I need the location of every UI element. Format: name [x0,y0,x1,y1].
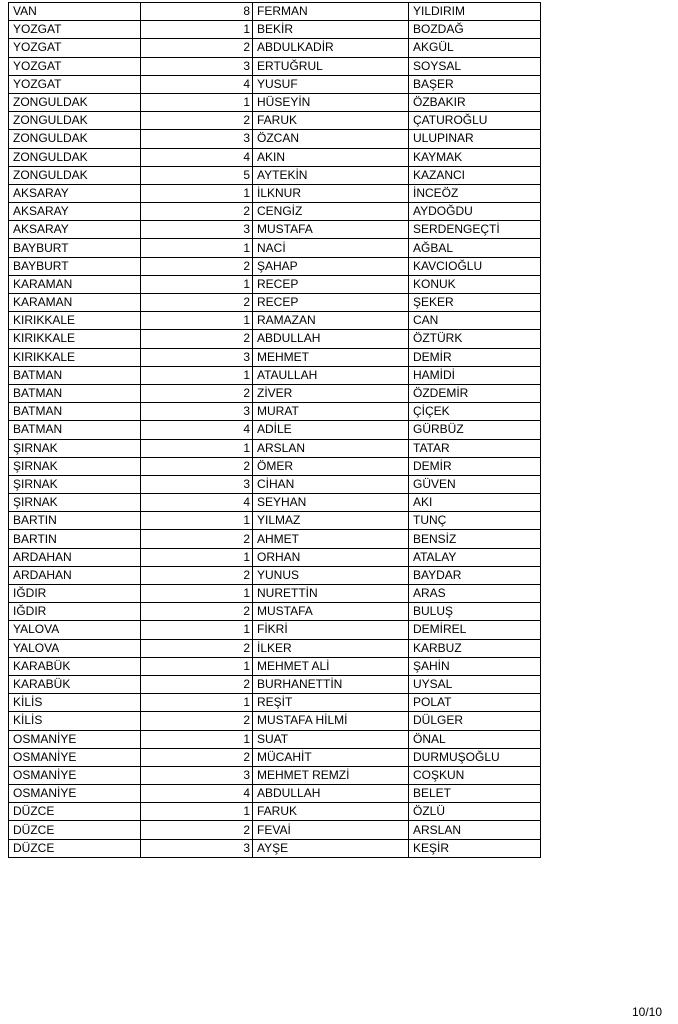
last-name-cell: ARSLAN [409,821,541,839]
last-name-cell: ARAS [409,585,541,603]
rank-cell: 1 [141,803,253,821]
page-number: 10/10 [631,1005,662,1019]
first-name-cell: MURAT [253,403,409,421]
first-name-cell: MUSTAFA [253,603,409,621]
first-name-cell: AHMET [253,530,409,548]
last-name-cell: İNCEÖZ [409,184,541,202]
table-row [9,639,541,657]
table-row [9,39,541,57]
first-name-cell: YUSUF [253,75,409,93]
province-cell: AKSARAY [9,221,141,239]
first-name-cell: ERTUĞRUL [253,57,409,75]
rank-cell: 1 [141,585,253,603]
table-row [9,712,541,730]
rank-cell: 1 [141,730,253,748]
province-cell: KIRIKKALE [9,330,141,348]
rank-cell: 2 [141,112,253,130]
first-name-cell: YILMAZ [253,512,409,530]
candidate-table [8,2,541,858]
last-name-cell: COŞKUN [409,766,541,784]
first-name-cell: RECEP [253,275,409,293]
first-name-cell: BURHANETTİN [253,675,409,693]
last-name-cell: KAVCIOĞLU [409,257,541,275]
rank-cell: 2 [141,530,253,548]
table-row [9,694,541,712]
rank-cell: 3 [141,475,253,493]
rank-cell: 8 [141,3,253,21]
table-row [9,348,541,366]
table-row [9,803,541,821]
last-name-cell: POLAT [409,694,541,712]
table-row [9,166,541,184]
first-name-cell: AKIN [253,148,409,166]
table-row [9,730,541,748]
province-cell: BATMAN [9,403,141,421]
first-name-cell: ABDULLAH [253,785,409,803]
province-cell: BATMAN [9,421,141,439]
last-name-cell: BOZDAĞ [409,21,541,39]
first-name-cell: MEHMET [253,348,409,366]
first-name-cell: FARUK [253,112,409,130]
table-row [9,130,541,148]
first-name-cell: ÖMER [253,457,409,475]
first-name-cell: YUNUS [253,566,409,584]
rank-cell: 2 [141,603,253,621]
first-name-cell: FİKRİ [253,621,409,639]
province-cell: AKSARAY [9,203,141,221]
last-name-cell: KAZANCI [409,166,541,184]
province-cell: BARTIN [9,530,141,548]
province-cell: IĞDIR [9,603,141,621]
rank-cell: 1 [141,275,253,293]
province-cell: DÜZCE [9,821,141,839]
table-row [9,312,541,330]
rank-cell: 2 [141,294,253,312]
rank-cell: 2 [141,257,253,275]
first-name-cell: AYŞE [253,839,409,857]
first-name-cell: REŞİT [253,694,409,712]
last-name-cell: ULUPINAR [409,130,541,148]
first-name-cell: NACİ [253,239,409,257]
rank-cell: 1 [141,548,253,566]
last-name-cell: YILDIRIM [409,3,541,21]
last-name-cell: BELET [409,785,541,803]
last-name-cell: AYDOĞDU [409,203,541,221]
province-cell: YOZGAT [9,39,141,57]
first-name-cell: ABDULKADİR [253,39,409,57]
table-row [9,603,541,621]
first-name-cell: ÖZCAN [253,130,409,148]
table-row [9,439,541,457]
province-cell: KIRIKKALE [9,312,141,330]
table-row [9,585,541,603]
last-name-cell: KARBUZ [409,639,541,657]
first-name-cell: MEHMET ALİ [253,657,409,675]
table-row [9,330,541,348]
last-name-cell: AKI [409,494,541,512]
province-cell: DÜZCE [9,803,141,821]
rank-cell: 4 [141,75,253,93]
rank-cell: 1 [141,657,253,675]
rank-cell: 3 [141,839,253,857]
rank-cell: 2 [141,330,253,348]
table-row [9,93,541,111]
first-name-cell: CİHAN [253,475,409,493]
last-name-cell: TATAR [409,439,541,457]
last-name-cell: GÜVEN [409,475,541,493]
province-cell: ZONGULDAK [9,166,141,184]
table-row [9,766,541,784]
first-name-cell: ABDULLAH [253,330,409,348]
rank-cell: 2 [141,748,253,766]
last-name-cell: ATALAY [409,548,541,566]
table-row [9,366,541,384]
table-row [9,530,541,548]
table-row [9,548,541,566]
rank-cell: 2 [141,203,253,221]
rank-cell: 3 [141,221,253,239]
province-cell: OSMANİYE [9,730,141,748]
first-name-cell: HÜSEYİN [253,93,409,111]
rank-cell: 1 [141,184,253,202]
first-name-cell: RAMAZAN [253,312,409,330]
last-name-cell: ÖZTÜRK [409,330,541,348]
province-cell: BATMAN [9,366,141,384]
rank-cell: 4 [141,421,253,439]
province-cell: BATMAN [9,384,141,402]
last-name-cell: ÖZLÜ [409,803,541,821]
table-row [9,112,541,130]
first-name-cell: MEHMET REMZİ [253,766,409,784]
rank-cell: 5 [141,166,253,184]
province-cell: YOZGAT [9,75,141,93]
table-row [9,257,541,275]
rank-cell: 3 [141,348,253,366]
province-cell: ŞIRNAK [9,494,141,512]
last-name-cell: GÜRBÜZ [409,421,541,439]
first-name-cell: ADİLE [253,421,409,439]
province-cell: YALOVA [9,639,141,657]
last-name-cell: SERDENGEÇTİ [409,221,541,239]
province-cell: ŞIRNAK [9,439,141,457]
table-row [9,494,541,512]
table-row [9,294,541,312]
rank-cell: 2 [141,821,253,839]
province-cell: ZONGULDAK [9,148,141,166]
first-name-cell: ARSLAN [253,439,409,457]
rank-cell: 1 [141,366,253,384]
province-cell: AKSARAY [9,184,141,202]
table-row [9,566,541,584]
province-cell: KARAMAN [9,275,141,293]
rank-cell: 2 [141,712,253,730]
table-row [9,3,541,21]
first-name-cell: SUAT [253,730,409,748]
rank-cell: 1 [141,512,253,530]
rank-cell: 1 [141,239,253,257]
province-cell: KIRIKKALE [9,348,141,366]
province-cell: OSMANİYE [9,785,141,803]
last-name-cell: DEMİR [409,457,541,475]
province-cell: ZONGULDAK [9,112,141,130]
last-name-cell: UYSAL [409,675,541,693]
province-cell: ARDAHAN [9,566,141,584]
last-name-cell: DEMİREL [409,621,541,639]
province-cell: ZONGULDAK [9,93,141,111]
province-cell: DÜZCE [9,839,141,857]
table-row [9,203,541,221]
first-name-cell: FERMAN [253,3,409,21]
rank-cell: 1 [141,621,253,639]
last-name-cell: BAYDAR [409,566,541,584]
last-name-cell: BULUŞ [409,603,541,621]
province-cell: ZONGULDAK [9,130,141,148]
province-cell: OSMANİYE [9,748,141,766]
table-row [9,621,541,639]
first-name-cell: MÜCAHİT [253,748,409,766]
rank-cell: 2 [141,457,253,475]
province-cell: YOZGAT [9,21,141,39]
rank-cell: 4 [141,148,253,166]
province-cell: ŞIRNAK [9,457,141,475]
province-cell: BAYBURT [9,239,141,257]
last-name-cell: DURMUŞOĞLU [409,748,541,766]
last-name-cell: CAN [409,312,541,330]
table-row [9,403,541,421]
first-name-cell: MUSTAFA HİLMİ [253,712,409,730]
first-name-cell: ORHAN [253,548,409,566]
province-cell: IĞDIR [9,585,141,603]
table-row [9,57,541,75]
first-name-cell: FEVAİ [253,821,409,839]
table-row [9,675,541,693]
last-name-cell: ŞEKER [409,294,541,312]
rank-cell: 1 [141,312,253,330]
last-name-cell: ÇİÇEK [409,403,541,421]
province-cell: ŞIRNAK [9,475,141,493]
first-name-cell: CENGİZ [253,203,409,221]
table-row [9,239,541,257]
province-cell: BARTIN [9,512,141,530]
rank-cell: 2 [141,566,253,584]
table-row [9,221,541,239]
table-row [9,21,541,39]
last-name-cell: BAŞER [409,75,541,93]
first-name-cell: SEYHAN [253,494,409,512]
province-cell: KİLİS [9,694,141,712]
last-name-cell: KONUK [409,275,541,293]
last-name-cell: KAYMAK [409,148,541,166]
table-row [9,785,541,803]
province-cell: BAYBURT [9,257,141,275]
last-name-cell: ÖNAL [409,730,541,748]
last-name-cell: TUNÇ [409,512,541,530]
table-row [9,184,541,202]
first-name-cell: MUSTAFA [253,221,409,239]
first-name-cell: AYTEKİN [253,166,409,184]
first-name-cell: ŞAHAP [253,257,409,275]
table-row [9,384,541,402]
rank-cell: 4 [141,494,253,512]
table-row [9,657,541,675]
rank-cell: 2 [141,39,253,57]
last-name-cell: BENSİZ [409,530,541,548]
last-name-cell: DEMİR [409,348,541,366]
last-name-cell: SOYSAL [409,57,541,75]
rank-cell: 3 [141,766,253,784]
last-name-cell: ÖZDEMİR [409,384,541,402]
province-cell: KARABÜK [9,675,141,693]
last-name-cell: ÖZBAKIR [409,93,541,111]
table-row [9,421,541,439]
province-cell: VAN [9,3,141,21]
first-name-cell: NURETTİN [253,585,409,603]
rank-cell: 2 [141,384,253,402]
first-name-cell: ZİVER [253,384,409,402]
table-row [9,475,541,493]
last-name-cell: ÇATUROĞLU [409,112,541,130]
rank-cell: 4 [141,785,253,803]
table-row [9,512,541,530]
last-name-cell: HAMİDİ [409,366,541,384]
first-name-cell: İLKNUR [253,184,409,202]
rank-cell: 3 [141,403,253,421]
province-cell: KARABÜK [9,657,141,675]
province-cell: KARAMAN [9,294,141,312]
first-name-cell: ATAULLAH [253,366,409,384]
table-row [9,839,541,857]
last-name-cell: ŞAHİN [409,657,541,675]
last-name-cell: KEŞİR [409,839,541,857]
last-name-cell: AĞBAL [409,239,541,257]
province-cell: ARDAHAN [9,548,141,566]
rank-cell: 2 [141,639,253,657]
rank-cell: 3 [141,57,253,75]
rank-cell: 2 [141,675,253,693]
rank-cell: 3 [141,130,253,148]
last-name-cell: DÜLGER [409,712,541,730]
rank-cell: 1 [141,694,253,712]
rank-cell: 1 [141,93,253,111]
province-cell: YALOVA [9,621,141,639]
first-name-cell: İLKER [253,639,409,657]
province-cell: OSMANİYE [9,766,141,784]
table-row [9,275,541,293]
province-cell: YOZGAT [9,57,141,75]
province-cell: KİLİS [9,712,141,730]
rank-cell: 1 [141,439,253,457]
table-row [9,821,541,839]
candidate-table-body [9,3,541,858]
first-name-cell: RECEP [253,294,409,312]
first-name-cell: FARUK [253,803,409,821]
rank-cell: 1 [141,21,253,39]
table-row [9,148,541,166]
table-row [9,457,541,475]
first-name-cell: BEKİR [253,21,409,39]
table-row [9,75,541,93]
last-name-cell: AKGÜL [409,39,541,57]
table-row [9,748,541,766]
